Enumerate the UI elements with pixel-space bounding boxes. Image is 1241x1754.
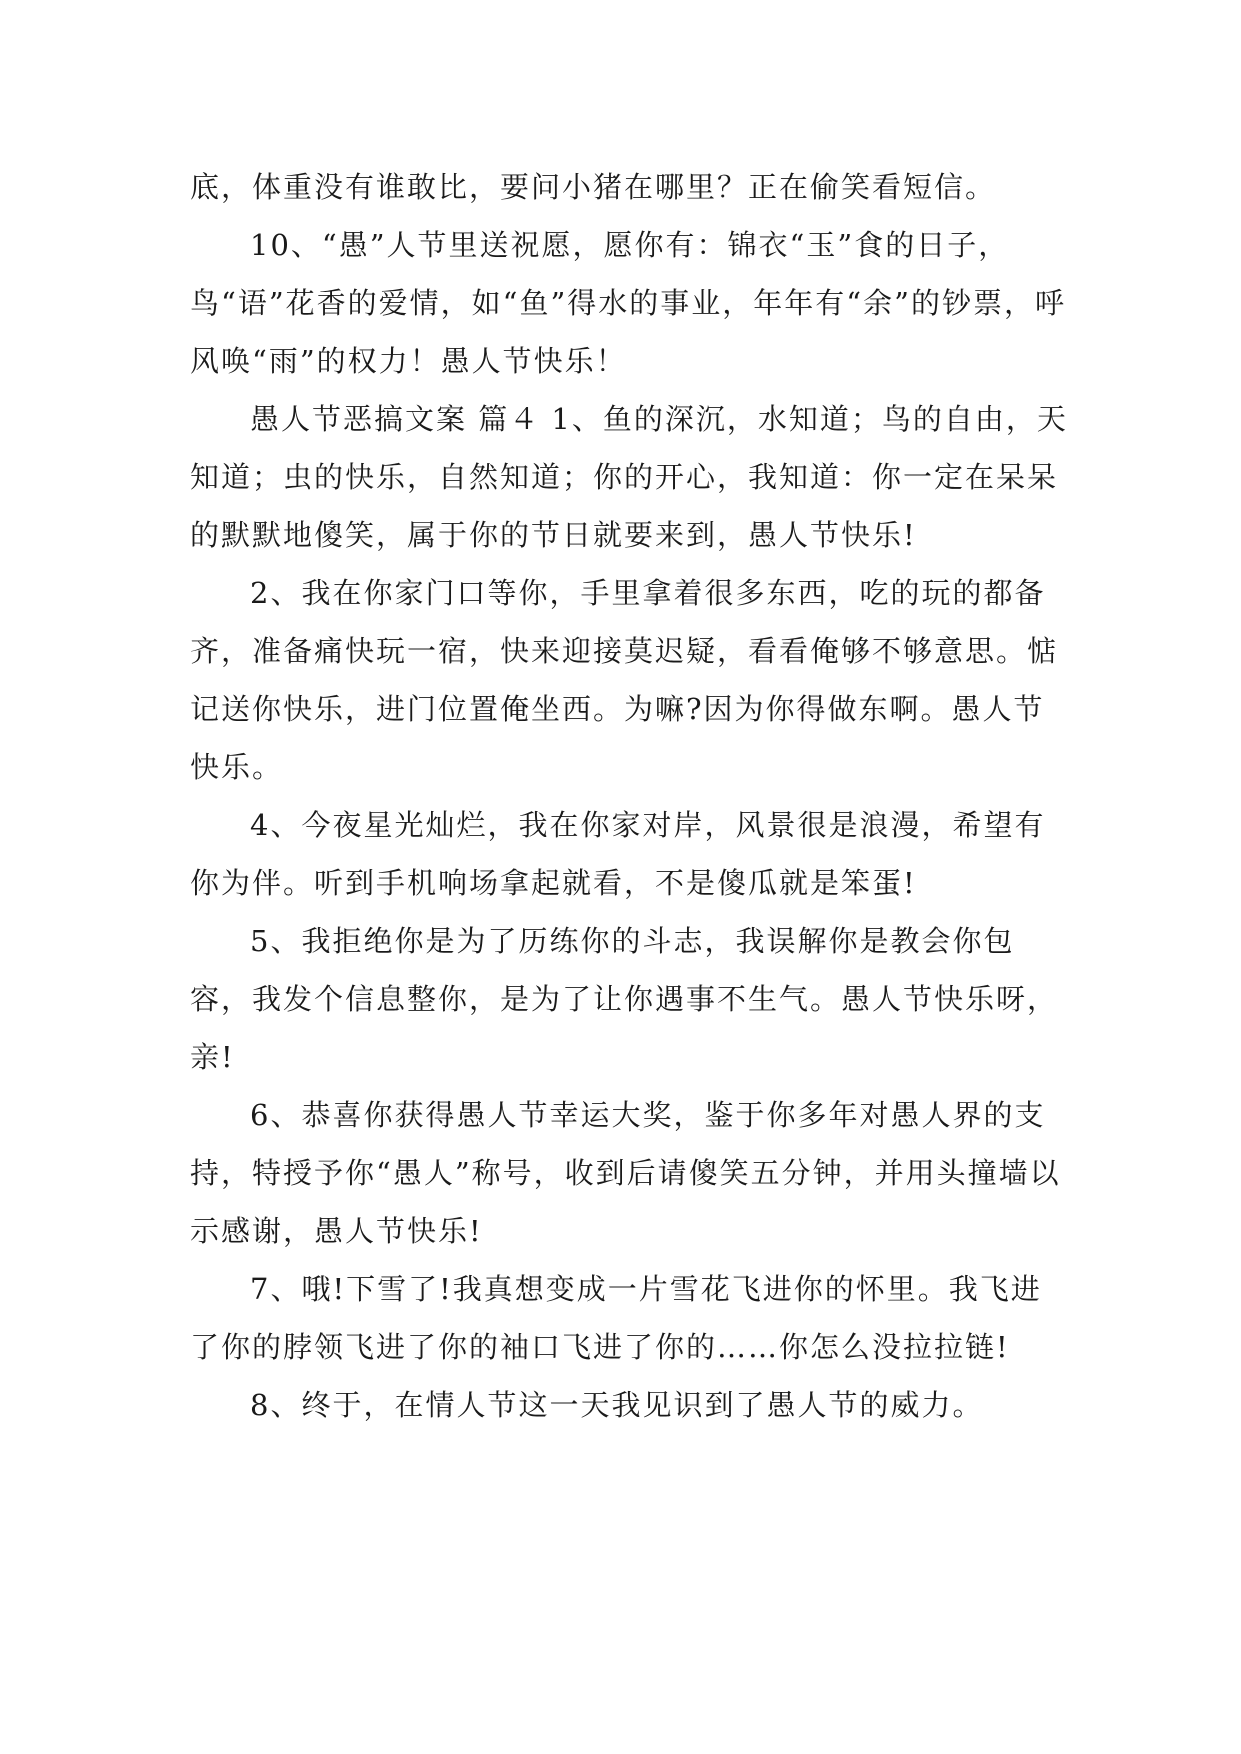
paragraph: 7、哦!下雪了!我真想变成一片雪花飞进你的怀里。我飞进了你的脖领飞进了你的袖口飞进了你的……你怎么没拉拉链!	[190, 1272, 1042, 1364]
paragraph: 8、终于，在情人节这一天我见识到了愚人节的威力。	[250, 1388, 984, 1422]
paragraph: 底，体重没有谁敢比，要问小猪在哪里？正在偷笑看短信。	[190, 170, 997, 204]
paragraph: 愚人节恶搞文案 篇４ 1、鱼的深沉，水知道；鸟的自由，天知道；虫的快乐，自然知道；你的开心，我知道：你一定在呆呆的默默地傻笑，属于你的节日就要来到，愚人节快乐!	[190, 402, 1068, 552]
paragraph: 6、恭喜你获得愚人节幸运大奖，鉴于你多年对愚人界的支持，特授予你“愚人”称号，收到后请傻笑五分钟，并用头撞墙以示感谢，愚人节快乐!	[190, 1098, 1061, 1248]
paragraph: 10、“愚”人节里送祝愿，愿你有：锦衣“玉”食的日子，鸟“语”花香的爱情，如“鱼”得水的事业，年年有“余”的钞票，呼风唤“雨”的权力！愚人节快乐！	[190, 228, 1066, 378]
document-body	[190, 158, 1070, 1434]
paragraph: 2、我在你家门口等你，手里拿着很多东西，吃的玩的都备齐，准备痛快玩一宿，快来迎接莫迟疑，看看俺够不够意思。惦记送你快乐，进门位置俺坐西。为嘛?因为你得做东啊。愚人节快乐。	[190, 576, 1059, 784]
paragraph: 5、我拒绝你是为了历练你的斗志，我误解你是教会你包容，我发个信息整你，是为了让你遇事不生气。愚人节快乐呀，亲!	[190, 924, 1059, 1074]
paragraph: 4、今夜星光灿烂，我在你家对岸，风景很是浪漫，希望有你为伴。听到手机响场拿起就看，不是傻瓜就是笨蛋!	[190, 808, 1046, 900]
